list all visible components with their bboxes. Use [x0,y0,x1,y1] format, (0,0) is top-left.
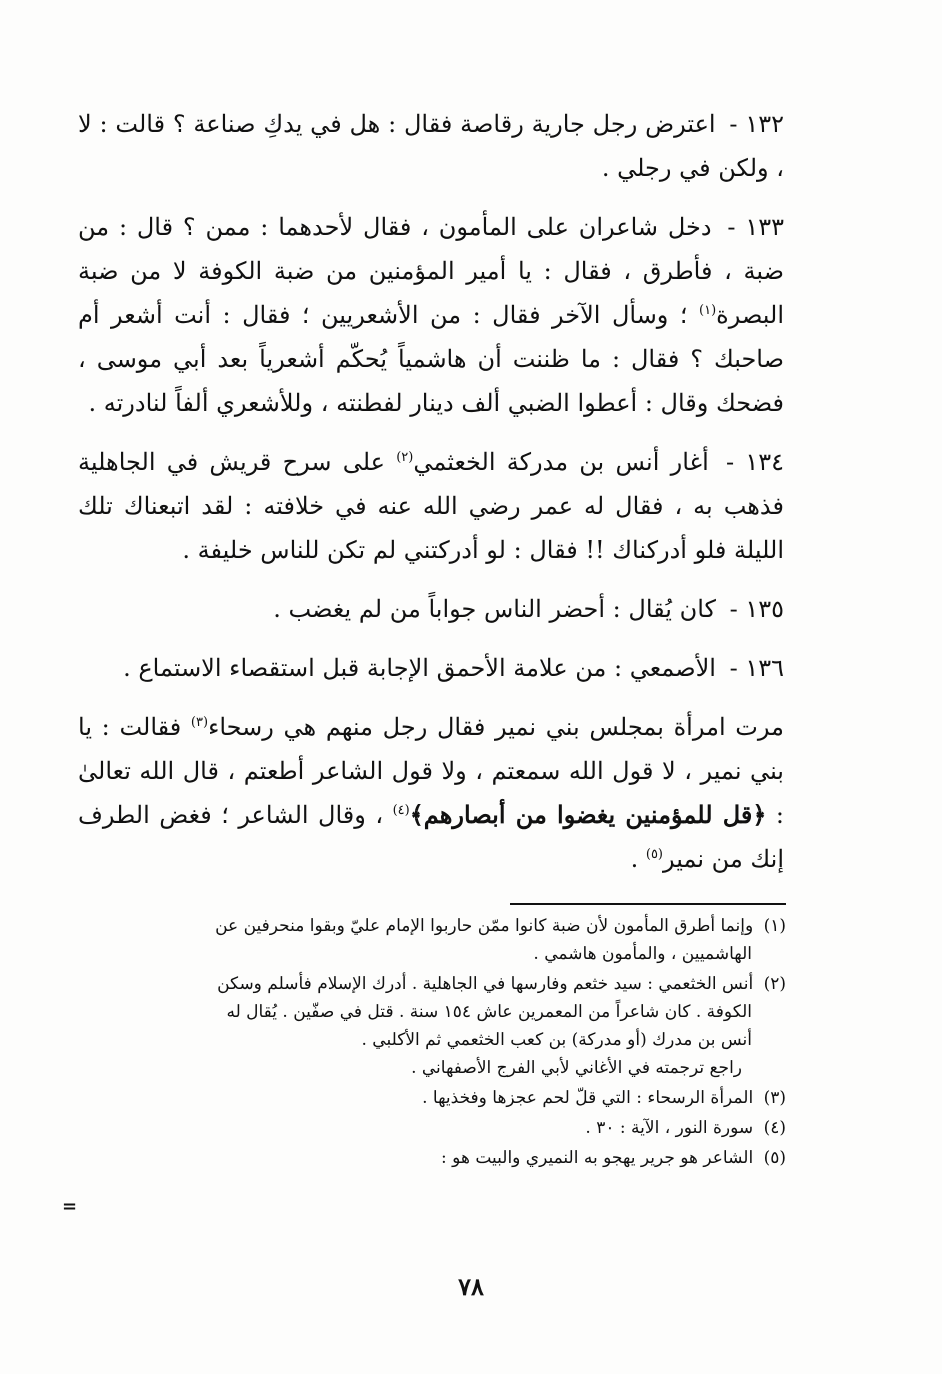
footnote-text: أنس الخثعمي : سيد خثعم وفارسها في الجاهلية . أدرك الإسلام فأسلم وسكن [217,974,754,994]
anecdote-number: ١٣٢ - [729,110,784,138]
anecdote-text: اعترض رجل جارية رقاصة فقال : هل في يدكِ صناعة ؟ قالت : لا ، ولكن في رجلي . [78,110,784,182]
footnote-ref-4[interactable]: (٤) [392,803,410,818]
anecdote-number: ١٣٦ - [729,654,784,682]
anecdote-133 [78,205,784,425]
footnote-3 [80,1084,786,1112]
footnote-text: وإنما أطرق المأمون لأن ضبة كانوا ممّن حاربوا الإمام عليّ وبقوا منحرفين عن [215,916,754,936]
footnote-text-continued: الهاشميين ، والمأمون هاشمي . [533,944,752,964]
footnote-number: (٤) [763,1118,786,1138]
footnote-text-continued: الكوفة . كان شاعراً من المعمرين عاش ١٥٤ سنة . قتل في صفّين . يُقال له [226,1002,752,1022]
page-number: ٧٨ [458,1272,484,1301]
anecdote-136 [78,646,784,690]
footnote-number: (٥) [763,1148,786,1168]
anecdote-text: كان يُقال : أحضر الناس جواباً من لم يغضب . [273,595,716,623]
anecdote-134 [78,440,784,572]
footnote-number: (٢) [763,974,786,994]
footnotes [80,912,786,1174]
continuation-mark: = [62,1196,78,1217]
footnote-separator [510,903,786,905]
footnote-ref-3[interactable]: (٣) [190,715,209,730]
footnote-text: الشاعر هو جرير يهجو به النميري والبيت هو : [441,1148,754,1168]
quran-verse: ﴿قل للمؤمنين يغضوا من أبصارهم﴾ [409,800,767,829]
footnote-ref-2[interactable]: (٢) [396,450,414,465]
footnote-text: المرأة الرسحاء : التي قلّ لحم عجزها وفخذيها . [422,1088,754,1108]
footnote-2 [80,970,786,1082]
anecdote-135 [78,587,784,631]
anecdote-text: أغار أنس بن مدركة الخعثمي [413,448,709,476]
footnote-reference-note: راجع ترجمته في الأغاني لأبي الفرج الأصفهاني . [411,1058,742,1078]
footnote-5 [80,1144,786,1172]
footnote-ref-1[interactable]: (١) [699,303,717,318]
footnote-4 [80,1114,786,1142]
anecdote-number: ١٣٣ - [727,213,784,241]
anecdote-text-continued: ؛ وسأل الآخر فقال : من الأشعريين ؛ فقال : أنت أشعر أم صاحبك ؟ فقال : ما ظننت أن هاشمياً يُحكّم أشعرياً بعد أبي موسى ، فضحك وقال : أعطوا الضبي ألف دينار لفطنته ، وللأشعري ألفاً لنادرته . [78,301,784,417]
anecdote-text: مرت امرأة بمجلس بني نمير فقال رجل منهم هي رسحاء [208,713,784,741]
anecdote-unnumbered [78,705,784,881]
footnote-text-continued: أنس بن مدرك (أو مدركة) بن كعب الخثعمي ثم الأكلبي . [361,1030,752,1050]
anecdote-132 [78,102,784,190]
footnote-ref-5[interactable]: (٥) [645,847,663,862]
anecdote-number: ١٣٤ - [725,448,784,476]
anecdote-text-continued: ، وقال الشاعر ؛ فغض الطرف إنك من نمير [78,801,784,873]
anecdote-text: دخل شاعران على المأمون ، فقال لأحدهما : ممن ؟ قال : من ضبة ، فأطرق ، فقال : يا أمير المؤمنين من ضبة الكوفة لا من ضبة البصرة [78,213,785,329]
footnote-1 [80,912,786,968]
footnote-number: (١) [763,916,786,936]
anecdote-number: ١٣٥ - [729,595,784,623]
anecdote-text-continued: فقالت : يا بني نمير ، لا قول الله سمعتم ، ولا قول الشاعر أطعتم ، قال الله تعالىٰ : [78,713,785,829]
main-text [78,102,784,896]
anecdote-text-continued: على سرح قريش في الجاهلية فذهب به ، فقال له عمر رضي الله عنه في خلافته : لقد اتبعناك تلك الليلة فلو أدركناك !! فقال : لو أدركتني لم تكن للناس خليفة . [78,448,784,564]
anecdote-text: الأصمعي : من علامة الأحمق الإجابة قبل استقصاء الاستماع . [123,654,716,682]
footnote-text: سورة النور ، الآية : ٣٠ . [585,1118,754,1138]
anecdote-text-end: . [630,845,646,873]
footnote-number: (٣) [763,1088,786,1108]
